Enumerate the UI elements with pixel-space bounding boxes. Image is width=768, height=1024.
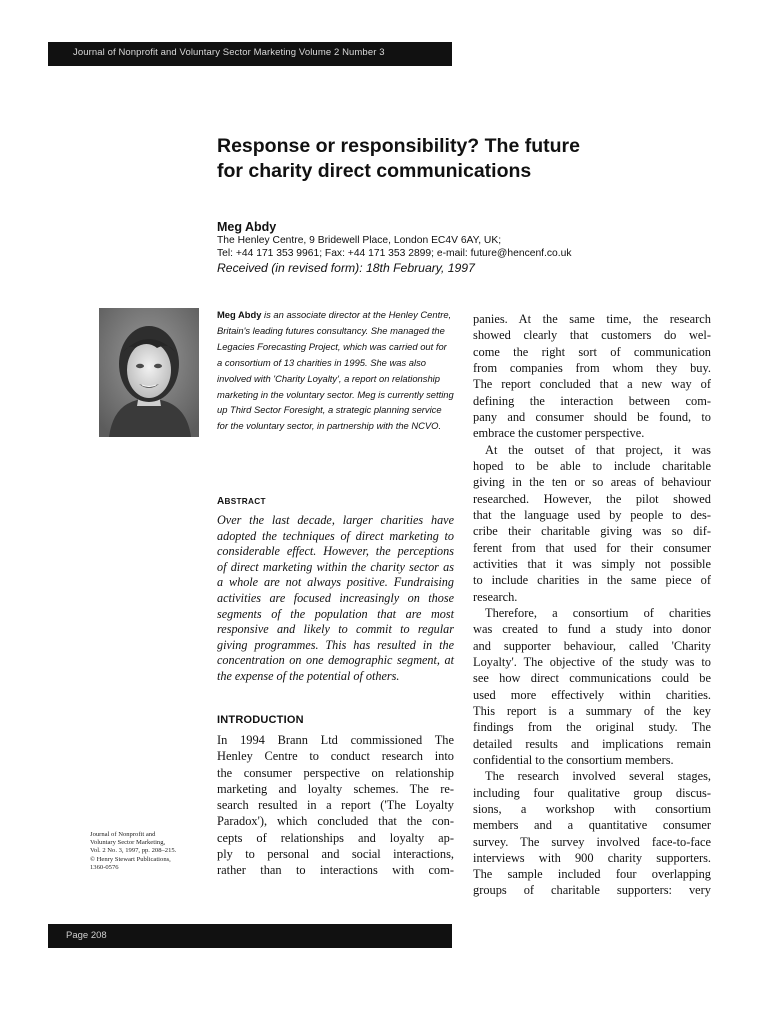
body-line: cribe their charitable giving was so dif- (473, 524, 711, 539)
intro-line: ply to personal and social interactions, (217, 847, 454, 862)
page-number: Page 208 (66, 930, 107, 941)
author-name: Meg Abdy (217, 220, 277, 234)
body-line: used more effectively within charities. (473, 687, 711, 702)
citation-line: Journal of Nonprofit and (90, 831, 156, 838)
intro-line: cepts of relationships and loyalty ap- (217, 830, 454, 845)
body-line: confidential to the consortium members. (473, 752, 674, 767)
body-line: activities that it was simply not possible (473, 556, 711, 571)
abstract-heading-rest: BSTRACT (224, 497, 266, 506)
citation-line: 1360-0576 (90, 863, 119, 871)
title-line-2: for charity direct communications (217, 159, 532, 182)
abstract-line: of direct marketing within the charity sector as (217, 559, 454, 574)
body-line: sions, a workshop with consortium (473, 801, 711, 816)
author-block (217, 219, 637, 276)
body-line: The report concluded that a new way of (473, 377, 711, 392)
abstract-line: segments of the population that are most (217, 606, 454, 621)
abstract-body (217, 513, 454, 685)
title-line-1: Response or responsibility? The future (217, 135, 580, 157)
body-line: to include charities in the same piece of (473, 573, 711, 588)
body-line: The sample included four overlapping (473, 867, 711, 882)
abstract-heading-initial: A (217, 496, 225, 507)
author-contact: Tel: +44 171 353 9961; Fax: +44 171 353 2899; e-mail: future@hencenf.co.uk (217, 247, 572, 259)
abstract-line: giving programmes. This has resulted in the (217, 637, 454, 652)
body-line: giving in the ten or so areas of behaviour (473, 475, 711, 490)
body-line: was created to fund a study into donor (473, 622, 711, 637)
body-line: panies. At the same time, the research (473, 312, 711, 326)
intro-line: Henley Centre to conduct research into (217, 749, 454, 764)
author-portrait-image (99, 308, 199, 437)
page-footer-bar (48, 924, 452, 948)
body-line: and supporter behaviour, called 'Charity (473, 638, 711, 653)
abstract-line: Over the last decade, larger charities have (217, 513, 454, 527)
body-line: showed clearly that customers do wel- (473, 328, 711, 343)
body-line: findings from the original study. The (473, 720, 711, 735)
article-title (217, 134, 657, 183)
body-line: pany and consumer should be found, to (473, 409, 711, 424)
intro-line: marketing and loyalty schemes. The re- (217, 781, 454, 796)
bio-text: is an associate director at the Henley Centre, Britain's leading futures consultancy. She managed the Legacies Forecasting Project, which was carried out for a consortium of 13 charities in 1995. She was also involved with 'Charity Loyalty', a report on relationship marketing in the voluntary sector. Meg is currently setting up Third Sector Foresight, a strategic planning service for the voluntary sector, in partnership with the NCVO. (217, 309, 454, 432)
introduction-body (217, 732, 454, 879)
intro-line: the consumer perspective on relationship (217, 765, 454, 780)
abstract-heading (217, 496, 266, 507)
author-photo (99, 308, 199, 437)
body-line: come the right sort of communication (473, 344, 711, 359)
received-date: Received (in revised form): 18th February, 1997 (217, 261, 475, 275)
body-line: ferent from that used for their consumer (473, 540, 711, 555)
intro-line: Paradox'), which concluded that the con- (217, 814, 454, 829)
abstract-line: concentration on one demographic segment, at (217, 653, 454, 668)
citation-line: Voluntary Sector Marketing, (90, 839, 166, 847)
body-line: interviews with 900 charity supporters. (473, 850, 711, 865)
body-line: survey. The survey involved face-to-face (473, 834, 711, 849)
body-line: Loyalty'. The objective of the study was to (473, 654, 711, 669)
body-line: research. (473, 589, 518, 604)
body-line: from companies from whom they buy. (473, 360, 711, 375)
author-bio (217, 307, 454, 434)
body-line: At the outset of that project, it was (485, 442, 711, 457)
body-line: see how direct communications could be (473, 671, 711, 686)
body-line: The research involved several stages, (485, 769, 711, 784)
body-line: groups of charitable supporters: very (473, 883, 711, 898)
intro-line: rather than to interactions with com- (217, 863, 454, 878)
journal-header-text: Journal of Nonprofit and Voluntary Sector Marketing Volume 2 Number 3 (73, 47, 385, 58)
abstract-line: adopted the techniques of direct marketing to (217, 528, 454, 543)
abstract-line: activities are focused increasingly on those (217, 590, 454, 605)
body-line: hoped to be able to include charitable (473, 458, 711, 473)
bio-author-name: Meg Abdy (217, 309, 262, 320)
introduction-heading: INTRODUCTION (217, 714, 304, 726)
body-line: including four qualitative group discus- (473, 785, 711, 800)
intro-line: In 1994 Brann Ltd commissioned The (217, 733, 454, 747)
journal-citation (90, 831, 210, 872)
citation-line: © Henry Stewart Publications, (90, 855, 171, 863)
body-line: defining the interaction between com- (473, 393, 711, 408)
abstract-line: the expense of the potential of others. (217, 668, 400, 683)
body-line: This report is a summary of the key (473, 703, 711, 718)
right-column-body (473, 311, 711, 899)
intro-line: search resulted in a report ('The Loyalty (217, 798, 454, 813)
body-line: members and a quantitative consumer (473, 818, 711, 833)
body-line: that the language used by people to des- (473, 507, 711, 522)
abstract-line: a whole are not always positive. Fundraising (217, 575, 454, 590)
body-line: embrace the customer perspective. (473, 426, 645, 441)
body-line: researched. However, the pilot showed (473, 491, 711, 506)
abstract-line: considerable effect. However, the perceptions (217, 544, 454, 559)
citation-line: Vol. 2 No. 3, 1997, pp. 208–215. (90, 847, 177, 855)
body-line: detailed results and implications remain (473, 736, 711, 751)
abstract-line: responsive and likely to commit to regular (217, 622, 454, 637)
journal-header-bar (48, 42, 452, 66)
author-address: The Henley Centre, 9 Bridewell Place, London EC4V 6AY, UK; (217, 235, 502, 246)
body-line: Therefore, a consortium of charities (485, 605, 711, 620)
